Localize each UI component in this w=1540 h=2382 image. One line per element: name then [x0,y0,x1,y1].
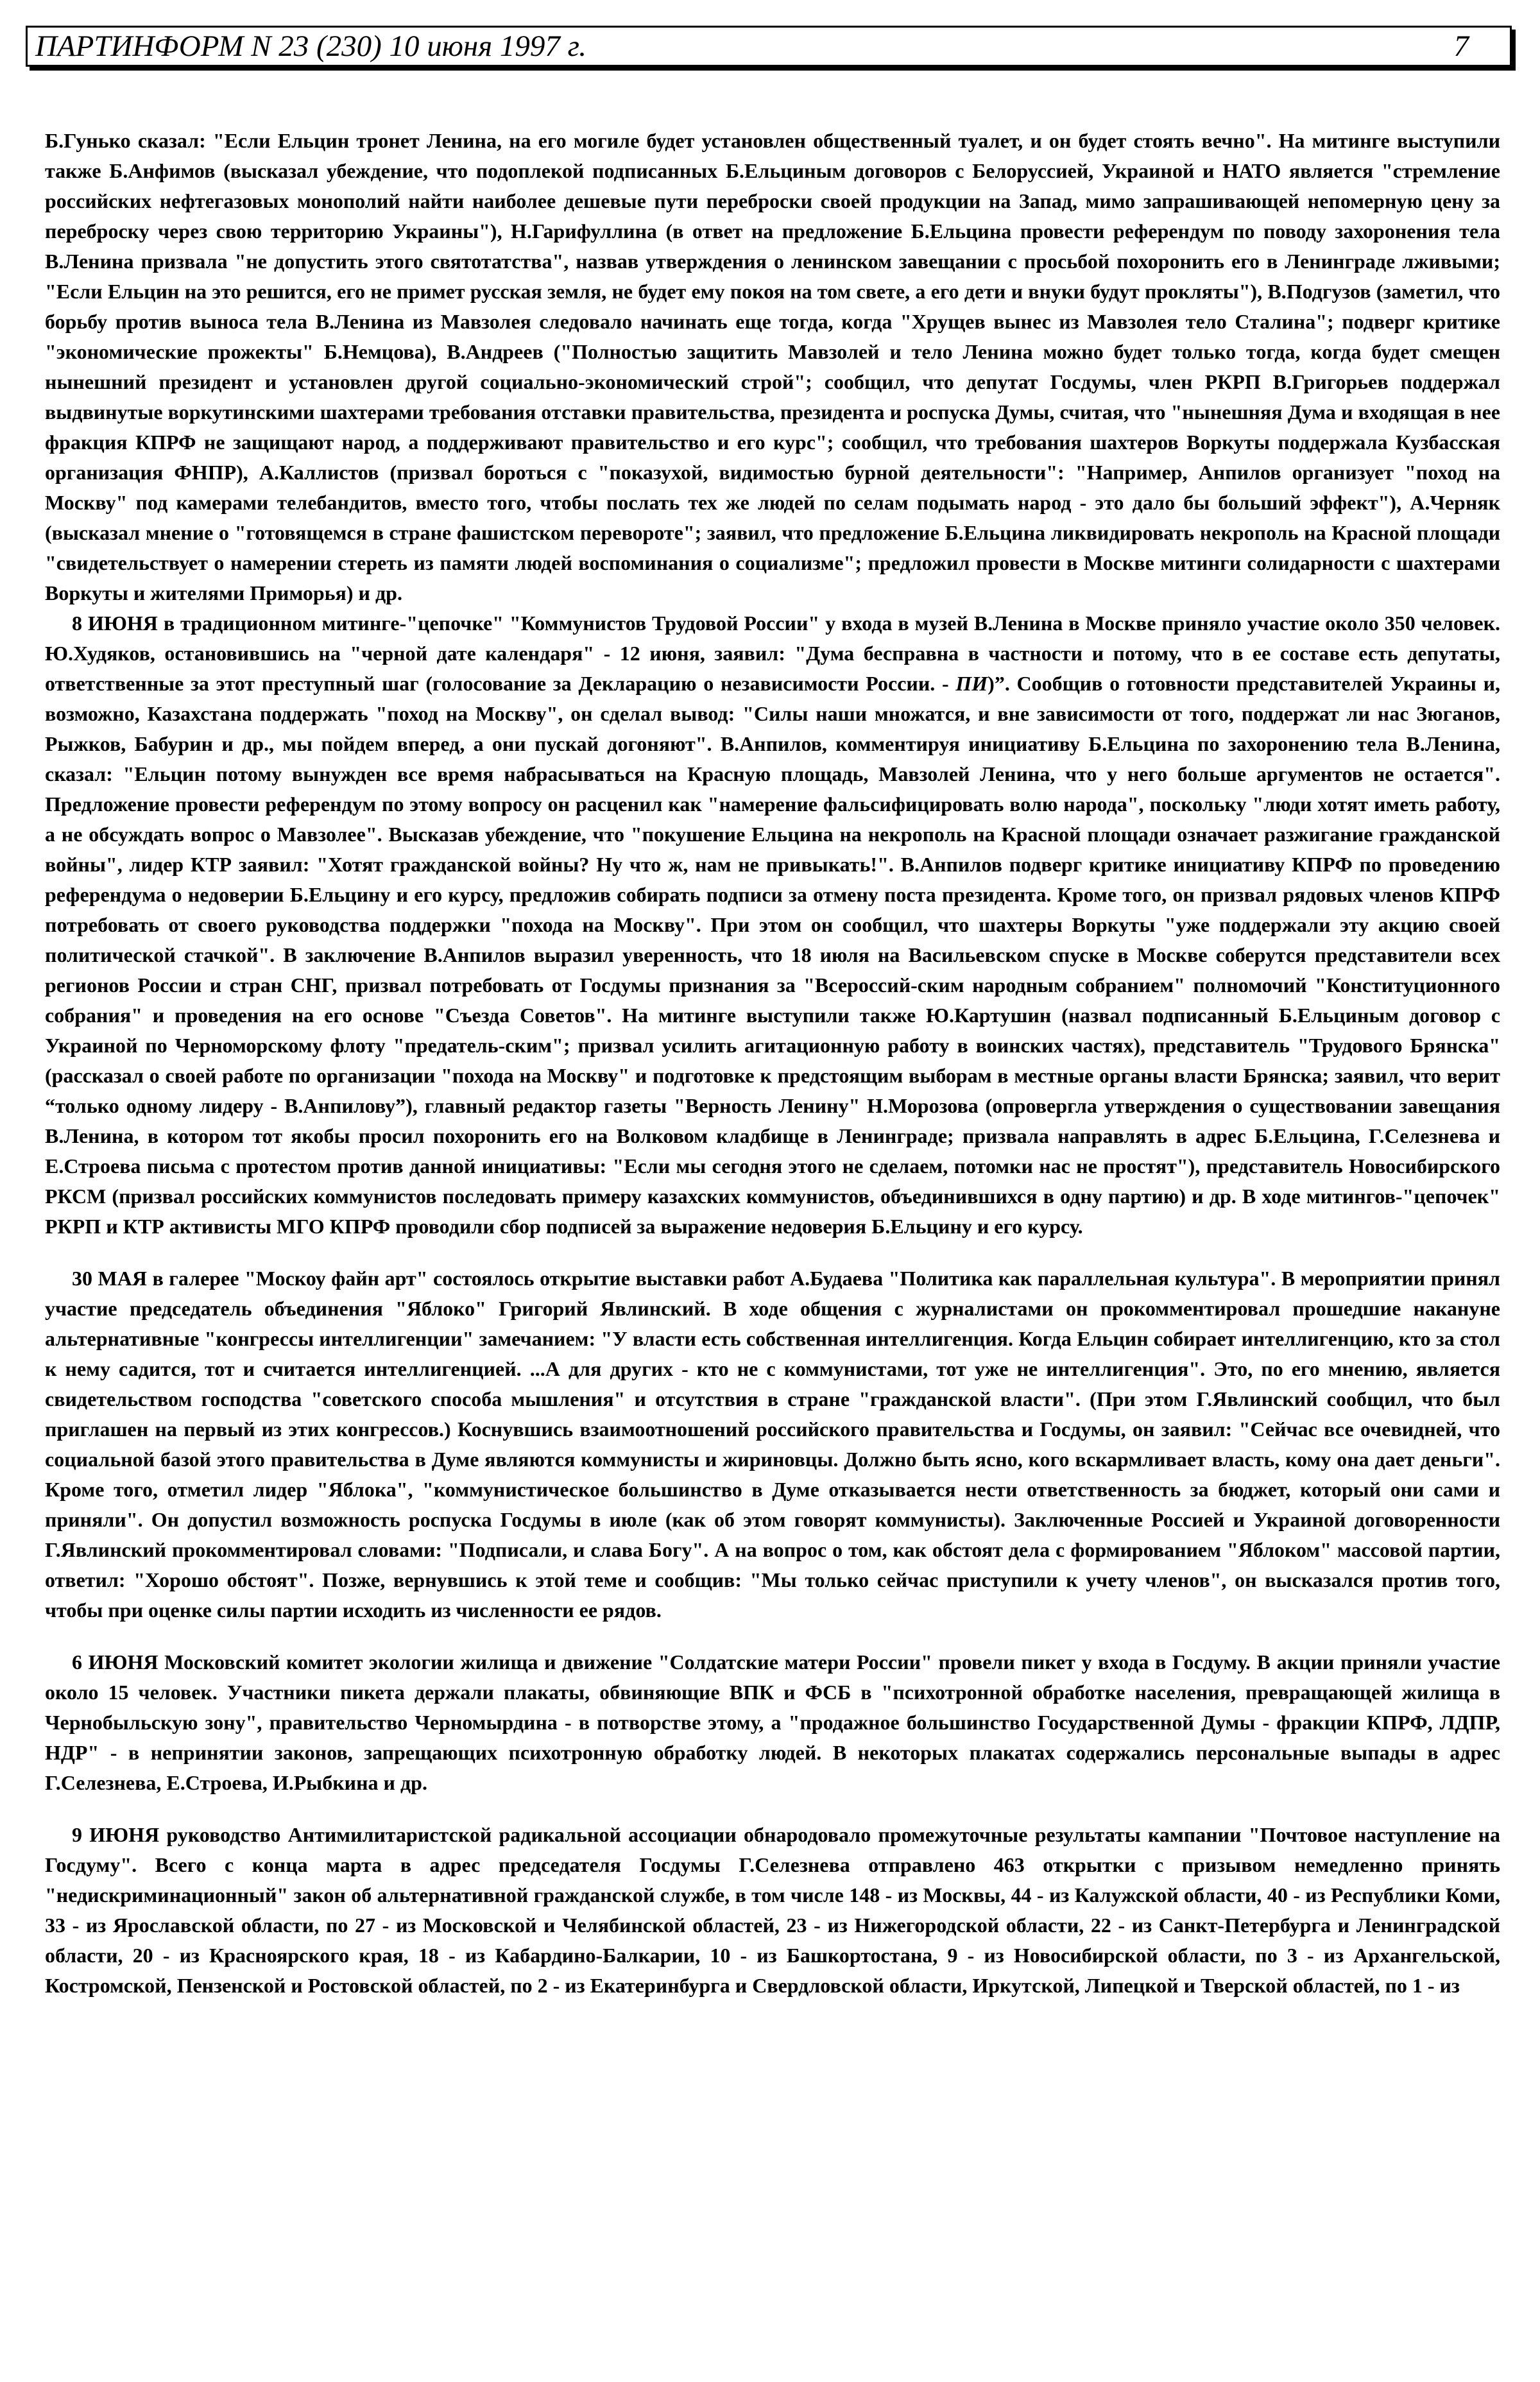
paragraph-text: 6 ИЮНЯ Московский комитет экологии жилища и движение "Солдатские матери России" провели пикет у входа в Госдуму. В акции приняли участие около 15 человек. Участники пикета держали плакаты, обвиняющие ВПК и ФСБ в "психотронной обработке населения, превращающей жилища в Чернобыльскую зону", правительство Черномырдина - в потворстве этому, а "продажное большинство Государственной Думы - фракции КПРФ, ЛДПР, НДР" - в непринятии законов, запрещающих психотронную обработку людей. В некоторых плакатах содержались персональные выпады в адрес Г.Селезнева, Е.Строева, И.Рыбкина и др. [45,1650,1500,1794]
page-number: 7 [1453,30,1469,63]
article-body [45,126,1500,2001]
paragraph-text: )”. Сообщив о готовности представителей Украины и, возможно, Казахстана поддержать "поход на Москву", он сделал вывод: "Силы наши множатся, и вне зависимости от того, поддержат ли нас Зюганов, Рыжков, Бабурин и др., мы пойдем вперед, а они пускай догоняют". В.Анпилов, комментируя инициативу Б.Ельцина по захоронению тела В.Ленина, сказал: "Ельцин потому вынужден все время набрасываться на Красную площадь, Мавзолей Ленина, что у него больше аргументов не остается". Предложение провести референдум по этому вопросу он расценил как "намерение фальсифицировать волю народа", поскольку "люди хотят иметь работу, а не обсуждать вопрос о Мавзолее". Высказав убеждение, что "покушение Ельцина на некрополь на Красной площади означает разжигание гражданской войны", лидер КТР заявил: "Хотят гражданской войны? Ну что ж, нам не привыкать!". В.Анпилов подверг критике инициативу КПРФ по проведению референдума о недоверии Б.Ельцину и его курсу, предложив собирать подписи за отмену поста президента. Кроме того, он призвал рядовых членов КПРФ потребовать от своего руководства поддержки "похода на Москву". При этом он сообщил, что шахтеры Воркуты "уже поддержали эту акцию своей политической стачкой". В заключение В.Анпилов выразил уверенность, что 18 июля на Васильевском спуске в Москве соберутся представители всех регионов России и стран СНГ, призвал потребовать от Госдумы признания за "Всероссий-ским народным собранием" полномочий "Конституционного собрания" и проведения на его основе "Съезда Советов". На митинге выступили также Ю.Картушин (назвал подписанный Б.Ельциным договор с Украиной по Черноморскому флоту "предатель-ским"; призвал усилить агитационную работу в воинских частях), представитель "Трудового Брянска" (рассказал о своей работе по организации "похода на Москву" и подготовке к предстоящим выборам в местные органы власти Брянска; заявил, что верит “только одному лидеру - В.Анпилову”), главный редактор газеты "Верность Ленину" Н.Морозова (опровергла утверждения о существовании завещания В.Ленина, в котором тот якобы просил похоронить его на Волковом кладбище в Ленинграде; призвала направлять в адрес Б.Ельцина, Г.Селезнева и Е.Строева письма с протестом против данной инициативы: "Если мы сегодня этого не сделаем, потомки нас не простят"), представитель Новосибирского РКСМ (призвал российских коммунистов последовать примеру казахских коммунистов, объединившихся в одну партию) и др. В ходе митингов-"цепочек" РКРП и КТР активисты МГО КПРФ проводили сбор подписей за выражение недоверия Б.Ельцину и его курсу. [45,672,1501,1238]
paragraph-2 [45,608,1500,1242]
paragraph-1 [45,126,1500,608]
paragraph-text: Б.Гунько сказал: "Если Ельцин тронет Ленина, на его могиле будет установлен общественный туалет, и он будет стоять вечно". На митинге выступили также Б.Анфимов (высказал убеждение, что подоплекой подписанных Б.Ельциным договоров с Белоруссией, Украиной и НАТО является "стремление российских нефтегазовых монополий найти наиболее дешевые пути переброски своей продукции на Запад, мимо запрашивающей непомерную цену за переброску через свою территорию Украины"), Н.Гарифуллина (в ответ на предложение Б.Ельцина провести референдум по поводу захоронения тела В.Ленина призвала "не допустить этого святотатства", назвав утверждения о ленинском завещании с просьбой похоронить его в Ленинграде лживыми; "Если Ельцин на это решится, его не примет русская земля, не будет ему покоя на том свете, а его дети и внуки будут прокляты"), В.Подгузов (заметил, что борьбу против выноса тела В.Ленина из Мавзолея следовало начинать еще тогда, когда "Хрущев вынес из Мавзолея тело Сталина"; подверг критике "экономические прожекты" Б.Немцова), В.Андреев ("Полностью защитить Мавзолей и тело Ленина можно будет только тогда, когда будет смещен нынешний президент и установлен другой социально-экономический строй"; сообщил, что депутат Госдумы, член РКРП В.Григорьев поддержал выдвинутые воркутинскими шахтерами требования отставки правительства, президента и роспуска Думы, считая, что "нынешняя Дума и входящая в нее фракция КПРФ не защищают народ, а поддерживают правительство и его курс"; сообщил, что требования шахтеров Воркуты поддержала Кузбасская организация ФНПР), А.Каллистов (призвал бороться с "показухой, видимостью бурной деятельности": "Например, Анпилов организует "поход на Москву" под камерами телебандитов, вместо того, чтобы послать тех же людей по селам подымать народ - это дало бы больший эффект"), А.Черняк (высказал мнение о "готовящемся в стране фашистском перевороте"; заявил, что предложение Б.Ельцина ликвидировать некрополь на Красной площади "свидетельствует о намерении стереть из памяти людей воспоминания о социализме"; предложил провести в Москве митинги солидарности с шахтерами Воркуты и жителями Приморья) и др. [45,129,1500,604]
paragraph-gap [45,1625,1500,1647]
paragraph-5 [45,1820,1500,2001]
header-title: ПАРТИНФОРМ N 23 (230) 10 июня 1997 г. [35,30,587,63]
source-abbreviation: ПИ [955,672,988,695]
paragraph-3 [45,1264,1500,1625]
paragraph-4 [45,1647,1500,1798]
paragraph-gap [45,1242,1500,1264]
page-header [26,26,1512,67]
paragraph-text: 8 ИЮНЯ в традиционном митинге-"цепочке" "Коммунистов Трудовой России" у входа в музей В.Ленина в Москве приняло участие около 350 человек. Ю.Худяков, остановившись на "черной дате календаря" - 12 июня, заявил: "Дума бесправна в частности и потому, что в ее составе есть депутаты, ответственные за этот преступный шаг (голосование за Декларацию о независимости России. - [45,612,1500,695]
paragraph-text: 9 ИЮНЯ руководство Антимилитаристской радикальной ассоциации обнародовало промежуточные результаты кампании "Почтовое наступление на Госдуму". Всего с конца марта в адрес председателя Госдумы Г.Селезнева отправлено 463 открытки с призывом немедленно принять "недискриминационный" закон об альтернативной гражданской службе, в том числе 148 - из Москвы, 44 - из Калужской области, 40 - из Республики Коми, 33 - из Ярославской области, по 27 - из Московской и Челябинской областей, 23 - из Нижегородской области, 22 - из Санкт-Петербурга и Ленинградской области, 20 - из Красноярского края, 18 - из Кабардино-Балкарии, 10 - из Башкортостана, 9 - из Новосибирской области, по 3 - из Архангельской, Костромской, Пензенской и Ростовской областей, по 2 - из Екатеринбурга и Свердловской области, Иркутской, Липецкой и Тверской областей, по 1 - из [45,1823,1500,1997]
paragraph-text: 30 МАЯ в галерее "Москоу файн арт" состоялось открытие выставки работ А.Будаева "Политика как параллельная культура". В мероприятии принял участие председатель объединения "Яблоко" Григорий Явлинский. В ходе общения с журналистами он прокомментировал прошедшие накануне альтернативные "конгрессы интеллигенции" замечанием: "У власти есть собственная интеллигенция. Когда Ельцин собирает интеллигенцию, кто за стол к нему садится, тот и считается интеллигенцией. ...А для других - кто не с коммунистами, тот уже не интеллигенция". Это, по его мнению, является свидетельством господства "советского способа мышления" и отсутствия в стране "гражданской власти". (При этом Г.Явлинский сообщил, что был приглашен на первый из этих конгрессов.) Коснувшись взаимоотношений российского правительства и Госдумы, он заявил: "Сейчас все очевидней, что социальной базой этого правительства в Думе являются коммунисты и жириновцы. Должно быть ясно, кого вскармливает власть, кому она дает деньги". Кроме того, отметил лидер "Яблока", "коммунистическое большинство в Думе отказывается нести ответственность за бюджет, который они сами и приняли". Он допустил возможность роспуска Госдумы в июле (как об этом говорят коммунисты). Заключенные Россией и Украиной договоренности Г.Явлинский прокомментировал словами: "Подписали, и слава Богу". А на вопрос о том, как обстоят дела с формированием "Яблоком" массовой партии, ответил: "Хорошо обстоят". Позже, вернувшись к этой теме и сообщив: "Мы только сейчас приступили к учету членов", он высказался против того, чтобы при оценке силы партии исходить из численности ее рядов. [45,1267,1500,1622]
paragraph-gap [45,1798,1500,1820]
